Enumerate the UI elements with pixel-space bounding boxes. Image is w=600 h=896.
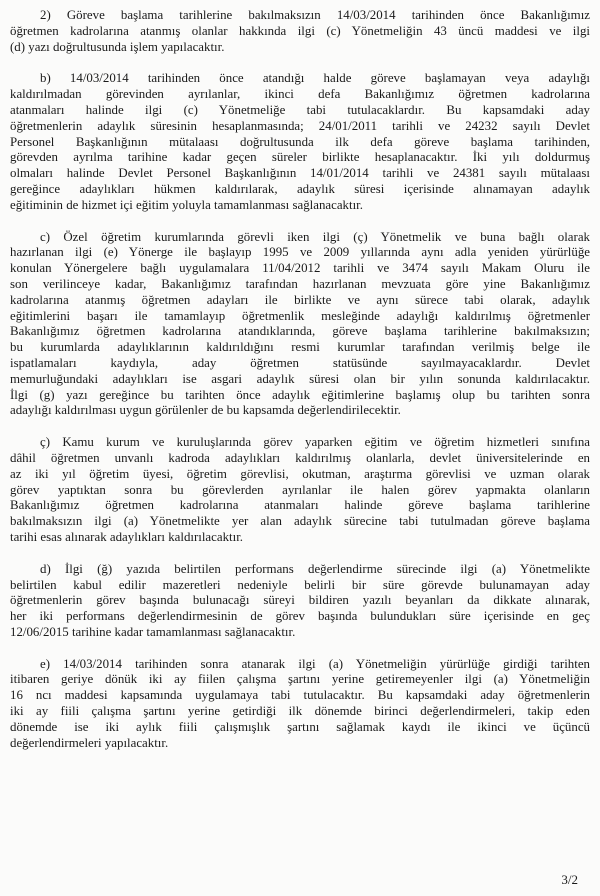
text-line: itibaren geriye dönük iki ay fiilen çalışma şartını yerine getiremeyenler ilgi (a) Yönetmeliğin (10, 672, 590, 687)
text-line: gereğince adaylıkları hükmen kaldırılarak, adaylık süresi içerisinde alınamayan adaylık (10, 181, 590, 196)
text-line: az iki yıl öğretim üyesi, öğretim görevlisi, okutman, araştırma görevlisi ve uzman olarak (10, 466, 590, 481)
text-line: İlgi (g) yazı gereğince bu tarihten önce adaylık eğitimlerine başlamış olup bu tarihten sonra (10, 387, 590, 402)
text-line: bu kurumlarda adaylıklarının kaldırıldığını resmi kurumlar tarafından verilmiş belge ile (10, 340, 590, 355)
text-line: öğretmenlerin adaylık süresinin hesaplanmasında; 24/01/2011 tarihli ve 24232 sayılı Devlet (10, 118, 590, 133)
text-line: eğitiminin de hizmet içi eğitim yoluyla tamamlanması sağlanacaktır. (10, 197, 363, 212)
text-line: dönemde ise iki aylık fiili çalışmışlık şartını sağlamak kaydı ile ikinci ve üçüncü (10, 719, 590, 734)
text-line: eğitimlerini başarı ile tamamlayıp öğretmenlik mesleğinde adaylığı kaldırılmış öğretmenler (10, 308, 590, 323)
text-line: Bakanlığımız öğretmen kadrolarına atanmaları halinde göreve başlama tarihlerine (10, 498, 590, 513)
text-line: d) İlgi (ğ) yazıda belirtilen performans değerlendirme sürecinde ilgi (a) Yönetmelikte (40, 561, 590, 576)
text-line: belirtilen kabul edilir mazeretleri nedeniyle belirli bir süre görevde bulunamayan aday (10, 577, 590, 592)
text-line: b) 14/03/2014 tarihinden önce atandığı halde göreve başlamayan veya adaylığı (40, 71, 590, 86)
text-line: 12/06/2015 tarihine kadar tamamlanması sağlanacaktır. (10, 624, 296, 639)
paragraph-para-2 (10, 8, 590, 55)
text-line: hazırlanan ilgi (e) Yönerge ile başlayıp 1995 ve 2009 yıllarında aynı adla yeniden yürürlüğe (10, 245, 590, 260)
text-line: atanmaları halinde ilgi (c) Yönetmeliğe tabi tutulacaklardır. Bu kapsamdaki aday (10, 102, 590, 117)
page-number: 3/2 (561, 872, 578, 887)
text-line: görevden ayrılma tarihine kadar geçen süreler birlikte hesaplanacaktır. İki yılı doldurmuş (10, 150, 590, 165)
text-line: dâhil öğretmen unvanlı kadroda adaylıkları kaldırılmış olanlarla, devlet üniversitelerinde en (10, 450, 590, 465)
text-line: iki ay fiili çalışma şartını yerine getirdiği ilk dönemde birinci değerlendirmeleri, takip eden (10, 704, 590, 719)
text-line: tarihi esas alınarak adaylıkları kaldırılacaktır. (10, 529, 244, 544)
paragraph-para-e (10, 657, 590, 752)
text-line: adaylığı kaldırılması uygun görülenler de bu kapsamda değerlendirilecektir. (10, 403, 401, 418)
text-line: kadrolarına atanmış öğretmen adayları ile birlikte ve aynı sürece tabi olarak, adaylık (10, 292, 590, 307)
text-line: her iki performans değerlendirmesinin de görev başında bulundukları süre içerisinde en geç (10, 609, 590, 624)
paragraph-para-d (10, 562, 590, 641)
text-line: kaldırılmadan görevinden ayrılanlar, ikinci defa Bakanlığımız öğretmen kadrolarına (10, 87, 590, 102)
text-line: c) Özel öğretim kurumlarında görevli iken ilgi (ç) Yönetmelik ve buna bağlı olarak (40, 229, 590, 244)
document-body (10, 8, 590, 767)
text-line: 16 ncı maddesi kapsamında uygulamaya tabi tutulacaktır. Bu kapsamdaki aday öğretmenlerin (10, 688, 590, 703)
text-line: e) 14/03/2014 tarihinden sonra atanarak ilgi (a) Yönetmeliğin yürürlüğe girdiği tarihten (40, 656, 590, 671)
text-line: öğretmenlerin görev başında bulunacağı süreyi bildiren yazılı beyanları da dikkate alınarak, (10, 593, 590, 608)
text-line: son verilinceye kadar, Bakanlığımız tarafından hazırlanan mevzuata göre yine Bakanlığımız (10, 276, 590, 291)
paragraph-para-c-cedilla (10, 435, 590, 546)
text-line: (d) yazı doğrultusunda işlem yapılacaktır. (10, 39, 225, 54)
text-line: görev yaptıktan sonra bu görevlerden ayrılanlar ile halen görev yapmakta olanların (10, 482, 590, 497)
text-line: Personel Başkanlığının mütalaası doğrultusunda ilk defa göreve başlama tarihinden, (10, 134, 590, 149)
text-line: olmaları halinde Devlet Personel Başkanlığının 14/01/2014 tarihli ve 24381 sayılı mütalaası (10, 166, 590, 181)
paragraph-para-b (10, 71, 590, 213)
text-line: değerlendirmeleri yapılacaktır. (10, 735, 169, 750)
paragraph-para-c (10, 230, 590, 420)
text-line: bakılmaksızın ilgi (a) Yönetmelikte yer alan adaylık sürecine tabi tutulmadan göreve başlama (10, 514, 590, 529)
text-line: memurluğundaki adaylıkları ise asgari adaylık süresi olan bir yılın sonunda kaldırılacaktır. (10, 371, 590, 386)
text-line: Bakanlığımız öğretmen kadrolarına atandıklarında, göreve başlama tarihlerine bakılmaksızın; (10, 324, 590, 339)
text-line: öğretmen kadrolarına atanmış olanlar hakkında ilgi (c) Yönetmeliğin 43 üncü maddesi ve ilgi (10, 23, 590, 38)
text-line: 2) Göreve başlama tarihlerine bakılmaksızın 14/03/2014 tarihinden önce Bakanlığımız (40, 8, 590, 22)
text-line: ç) Kamu kurum ve kuruluşlarında görev yaparken eğitim ve öğretim hizmetleri sınıfına (40, 435, 590, 450)
text-line: ispatlamaları kaydıyla, aday öğretmen statüsünde sayılmayacaklardır. Devlet (10, 355, 590, 370)
text-line: konulan Yönergelere bağlı uygulamalara 11/04/2012 tarihli ve 3474 sayılı Makam Oluru ile (10, 261, 590, 276)
